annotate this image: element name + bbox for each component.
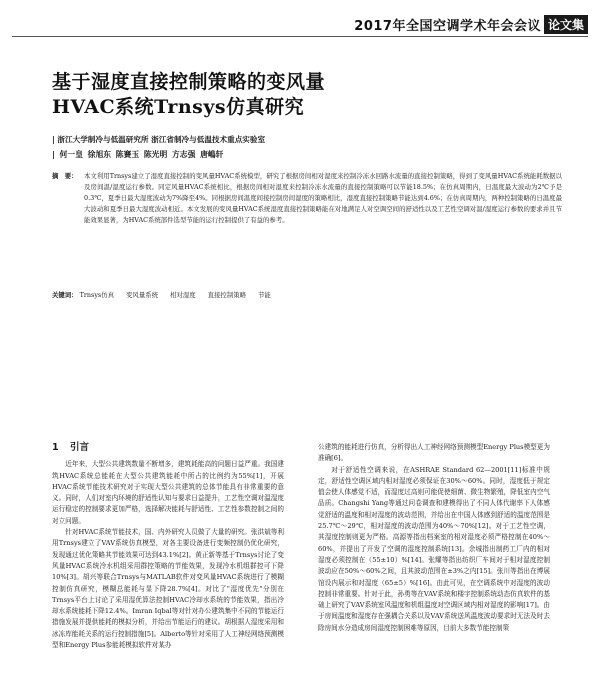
column-left — [52, 442, 284, 651]
title-line-2: HVAC系统Trnsys仿真研究 — [52, 96, 305, 118]
header-rule — [12, 36, 588, 37]
abstract — [52, 171, 562, 224]
authors: | 何一皇 徐旭东 陈賽玉 陈光明 方志强 唐嶋轩 — [52, 150, 224, 159]
affiliation: | 浙江大学制冷与低温研究所 浙江省制冷与低温技术重点实验室 — [52, 135, 266, 144]
paper-title — [52, 70, 325, 120]
keyword: 节能 — [258, 291, 271, 299]
header-conference: 2017年全国空调学术年会会议 — [354, 18, 541, 34]
abstract-body: 本文利用Trnsys建立了湿度直接控制的变风量HVAC系统模型，研究了根据房间相对湿度来控制冷冻水回路水流量的直接控制策略，得到了变风量HVAC系统能耗数据以及房间温/湿度运行参数。同定风量HVAC系统相比，根据房间相对湿度来控制冷冻水流量的直接控制策略可以节能18.5%；在仿真周期内，日温度最大波动为2℃予是0.3℃，夏季日最大湿度波动为7%降至4%。同根据房间温度间接控制房间湿度的策略相比，湿度直接控制策略节能达到4.6%；在仿真周期内，两种控制策略的日温度最大波动和夏季日最大湿度波动相近。本文发展的变风量HVAC系统湿度直接控制策略能在对地满足人对空调空间的舒适性以及工艺性空调对温/湿度运行参数的要求并且节能效果显著，为HVAC系统部件选型节能的运行控制提供了有益的参考。 — [84, 172, 562, 224]
section-heading — [52, 442, 284, 453]
keyword: Trnsys仿真 — [79, 291, 114, 299]
body-paragraph: 对于舒适性空调来说，在ASHRAE Standard 62—2001[11]标准中规定，舒适性空调区域内相对湿度必须保证在30%～60%。同时，湿度低于规定值会使人体感觉不适，而湿度过高则可能促使细菌、微生物繁殖，降低室内空气品质。Changshi Yang等通过问卷调查和建模得出了不同人体代谢率下人体感觉舒适的温度和相对湿度的波动范围，并给出在中国人体感到舒适的温度范围是25.7℃～29℃，相对湿度的波动范围为40%～70%[12]。对于工艺性空调，其湿度控制则更为严格。高源等指出档案室的相对湿度必须严格控制在40%～60%，并提出了开发了空调的湿度控制系统[13]。余城指出制药工厂内的相对湿度必须控制在（55±10）%[14]。张耀等指出纺织厂车间对于相对湿度控制波动应在50%～60%之间，且其波动范围在±3%之内[15]。张川等指出在博展馆设内展示和对湿度（65±5）%[16]。由此可见，在空调系统中对湿度的波动控制非常重要。针对于此，孙勇等在VAV系统和楼宇控制系统动态仿真软件的基础上研究了VAV系统室风温度和机组温度对空调区域内相对湿度的影响[17]。由于房间温度和湿度存在强耦合关系以及VAV系统送风温度波动要求时无法及时去除房间水分造成房间湿度控制困难等原因，目前大多数节能控制策 — [318, 465, 550, 632]
keywords — [52, 290, 281, 299]
keyword: 直接控制策略 — [207, 291, 246, 299]
keyword: 变风量系统 — [126, 291, 158, 299]
running-header — [354, 14, 588, 34]
keywords-label: 关键词： — [52, 291, 78, 299]
body-paragraph: 针对HVAC系统节能技术，国、内外研究人员做了大量的研究。张洪斌等利用Trnsys建立了VAV系统仿真模型，对各主要设备进行变频控制仍优化研究，发现通过优化策略其节能效果可达到43.1%[2]。黄正新等基于Trnsys讨论了变风量HVAC系统冷水机组采用群控策略的节能效果，发现冷水机组群控可下降10%[3]。胡兴等联合Trnsys与MATLAB软件对变风量HVAC系统进行了模糊控制仿真研究，模糊总能耗与显下降28.7%[4]。对比了"湿度优先"分别在Trnsys平台上讨论了采用湿优算法控制HVAC冷却水系统的节能效果，指出冷却水系统能耗下降12.4%。Imran Iqbal等对针对办公建筑集中不同的节能运行措施发展并提供能耗的模拟分析，并给出节能运行的建议。胡根据人湿度采用和冰冻库能耗关系的运行控制措施[5]。Alberto等针对采用了人工神经网络预测模型和Energy Plus参能耗模拟软件对某办 — [52, 528, 284, 650]
body-paragraph: 近年来，大型公共建筑数量不断增多，建筑耗能高的问题日益严重。我国建筑HVAC系统总能耗在大型公共建筑能耗中所占的比例约为55%[1]，开展HVAC系统节能技术研究对于实现大型公共建筑的总体节能具有非常重要的意义。同时，人们对室内环境的舒适性认知与要求日益提升，工艺性空调对温湿度运行稳定的控制要求更加严格，选择解决能耗与舒适性、工艺性参数控制之间的对立问题。 — [52, 460, 284, 525]
column-right — [318, 442, 550, 634]
abstract-label: 摘 要： — [52, 172, 78, 180]
title-line-1: 基于湿度直接控制策略的变风量 — [52, 71, 326, 93]
keyword-list — [80, 291, 281, 299]
section-number: 1 — [52, 442, 59, 453]
section-title: 引言 — [69, 442, 89, 453]
header-tag: 论文集 — [544, 15, 588, 34]
body-paragraph: 公建筑的能耗进行仿真，分析得出人工神经网络预测模型Energy Plus模型更为准确[6]。 — [318, 443, 550, 463]
keyword: 相对湿度 — [170, 291, 196, 299]
